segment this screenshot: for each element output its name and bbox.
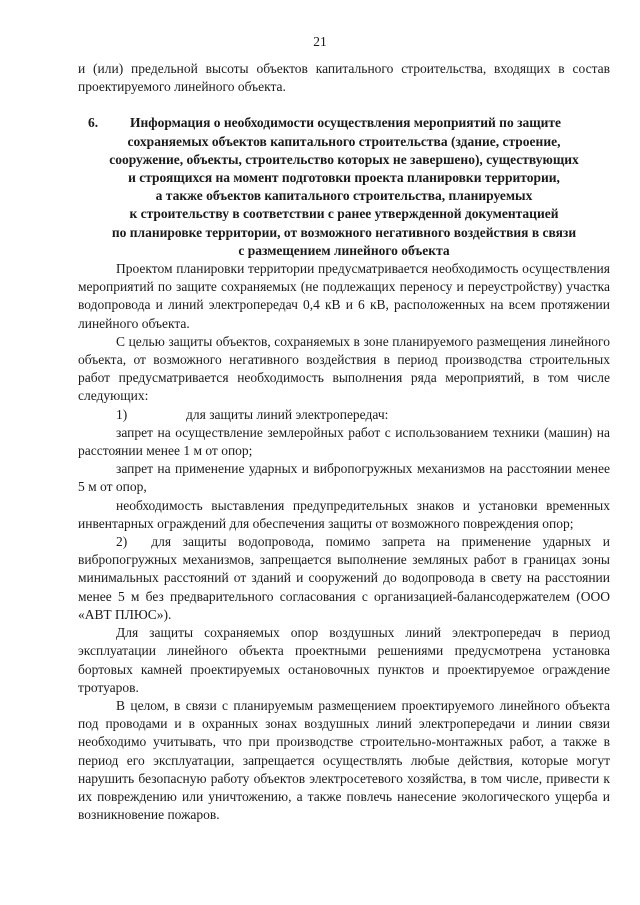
paragraph: В целом, в связи с планируемым размещением проектируемого линейного объекта под проводами и в охранных зонах воздушных линий электропередачи и линии связи необходимо учитывать, что при производстве строительно-монтажных работ, а также в период его эксплуатации, запрещается осуществлять любые действия, которые могут нарушить безопасную работу объектов электросетевого хозяйства, в том числе, привести к их повреждению или уничтожению, а также повлечь нанесение экологического ущерба и возникновение пожаров. [78,697,610,823]
section-heading-first-line [78,114,610,132]
page-number: 21 [313,34,327,49]
section-title-line: Информация о необходимости осуществления мероприятий по защите [130,115,562,131]
section-title-line: к строительству в соответствии с ранее утвержденной документацией [129,206,559,222]
section-title-line: по планировке территории, от возможного негативного воздействия в связи [111,224,577,240]
list-marker: 1) [116,406,128,422]
paragraph: запрет на применение ударных и вибропогружных механизмов на расстоянии менее 5 м от опор, [78,461,610,495]
section-heading [78,114,610,260]
paragraph: Проектом планировки территории предусматривается необходимость осуществления мероприятий по защите сохраняемых (не подлежащих переносу и переустройству) участка водопровода и линий электропередач 0,4 кВ и 6 кВ, расположенных на всем протяжении линейного объекта. [78,261,610,331]
paragraph: Для защиты сохраняемых опор воздушных линий электропередач в период эксплуатации линейного объекта проектными решениями предусмотрена установка бортовых камней проектируемых остановочных пунктов и проектируемое ограждение тротуаров. [78,625,610,695]
list-item-text: для защиты водопровода, помимо запрета на применение ударных и вибропогружных механизмов, запрещается выполнение земляных работ в границах зоны минимальных расстояний от зданий и сооружений до водопровода в свету на расстоянии менее 5 м без предварительного согласования с организацией-балансодержателем (ООО «АВТ ПЛЮС»). [78,534,610,622]
list-marker: 2) [116,534,128,550]
section-title-line: а также объектов капитального строительства, планируемых [155,188,533,204]
list-item [78,406,610,424]
continuation-paragraph: и (или) предельной высоты объектов капитального строительства, входящих в состав проектируемого линейного объекта. [78,61,610,95]
page-body [78,60,610,824]
list-item [78,533,610,624]
paragraph: С целью защиты объектов, сохраняемых в зоне планируемого размещения линейного объекта, от возможного негативного воздействия в период производства строительных работ предусматривается необходимость выполнения ряда мероприятий, в том числе следующих: [78,333,610,404]
list-item-text: для защиты линий электропередач: [186,406,389,422]
section-title-line: и строящихся на момент подготовки проекта планировки территории, [128,170,560,186]
section-title-line: сооружение, объекты, строительство которых не завершено), существующих [109,151,579,167]
section-number: 6. [88,115,99,131]
paragraph: необходимость выставления предупредительных знаков и установки временных инвентарных ограждений для обеспечения защиты от возможного повреждения опор; [78,497,610,531]
paragraph: запрет на осуществление землеройных работ с использованием техники (машин) на расстоянии менее 1 м от опор; [78,424,610,459]
section-title-line: сохраняемых объектов капитального строительства (здание, строение, [127,133,561,149]
section-title-line: с размещением линейного объекта [238,242,450,258]
